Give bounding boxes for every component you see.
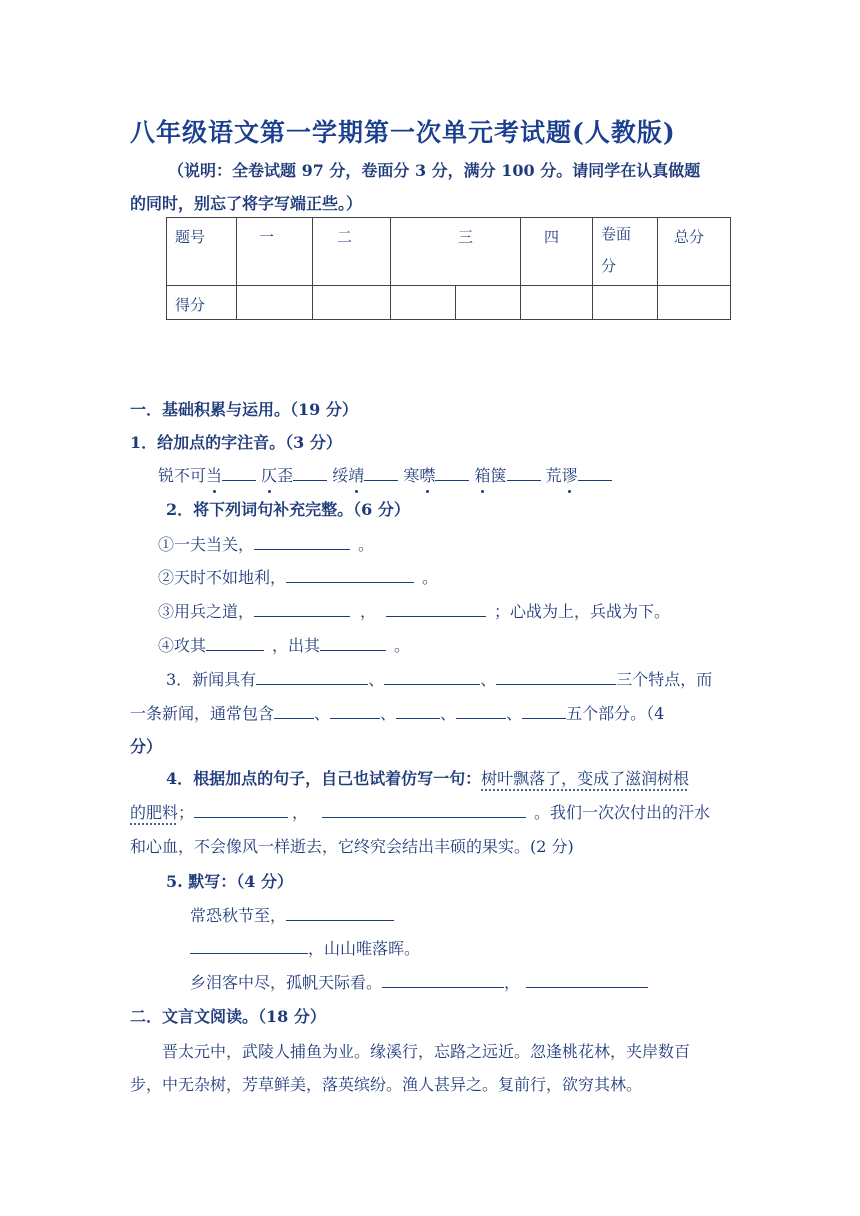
- dotted-char: 噤: [419, 463, 435, 486]
- exam-note-line2: 的同时，别忘了将字写端正些。）: [130, 194, 363, 213]
- answer-blank[interactable]: [286, 906, 394, 921]
- q4-dotted-sentence: 树叶飘落了，变成了滋润树根: [481, 769, 690, 788]
- dotted-char: 当: [206, 463, 222, 486]
- answer-blank[interactable]: [320, 636, 386, 651]
- q3-text: 、: [440, 704, 457, 723]
- table-header-cell: 总分: [658, 218, 731, 286]
- answer-blank[interactable]: [330, 704, 380, 719]
- q4-line3: 和心血，不会像风一样逝去，它终究会结出丰硕的果实。(2 分): [130, 837, 574, 856]
- score-table: [166, 217, 731, 320]
- q2-line2: [158, 565, 438, 588]
- q3-text: 3．新闻具有: [166, 670, 257, 689]
- score-cell[interactable]: [521, 286, 593, 320]
- answer-blank[interactable]: [254, 602, 350, 617]
- answer-blank[interactable]: [222, 466, 256, 481]
- score-cell[interactable]: [593, 286, 658, 320]
- q5-text: 乡泪客中尽，孤帆天际看。: [190, 973, 383, 992]
- table-header-cell: 二: [313, 218, 391, 286]
- dotted-char: 仄: [261, 463, 277, 486]
- section2-heading: 二．文言文阅读。（18 分）: [130, 1007, 326, 1026]
- table-header-cell: 题号: [167, 218, 237, 286]
- table-header-cell: 三: [391, 218, 521, 286]
- score-cell[interactable]: [456, 286, 521, 320]
- q2-text: ②天时不如地利，: [158, 568, 287, 587]
- q3-text: 五个部分。（4: [566, 704, 665, 723]
- answer-blank[interactable]: [522, 704, 566, 719]
- q3-line3: 分）: [130, 737, 163, 756]
- q1-text: 绥: [332, 466, 349, 485]
- q3-text: 、: [380, 704, 397, 723]
- q2-text: ，: [360, 602, 377, 621]
- q2-text: 。: [394, 636, 411, 655]
- q2-line1: [158, 532, 374, 555]
- q5-line1: [190, 903, 394, 926]
- q5-line3: [190, 970, 648, 993]
- score-cell[interactable]: [313, 286, 391, 320]
- q3-line1: [166, 667, 712, 690]
- score-cell[interactable]: [391, 286, 456, 320]
- answer-blank[interactable]: [194, 803, 288, 818]
- answer-blank[interactable]: [206, 636, 264, 651]
- passage-line1: 晋太元中，武陵人捕鱼为业。缘溪行，忘路之远近。忽逢桃花林，夹岸数百: [162, 1042, 691, 1061]
- q2-text: 。: [422, 568, 439, 587]
- answer-blank[interactable]: [526, 973, 648, 988]
- q4-text: ，: [292, 803, 309, 822]
- q2-text: 。: [358, 535, 375, 554]
- answer-blank[interactable]: [322, 803, 526, 818]
- q5-line2: [190, 936, 420, 959]
- answer-blank[interactable]: [496, 670, 616, 685]
- dotted-char: 靖: [348, 463, 364, 486]
- q2-line4: [158, 633, 410, 656]
- q3-text: 、: [314, 704, 331, 723]
- passage-line2: 步，中无杂树，芳草鲜美，落英缤纷。渔人甚异之。复前行，欲穷其林。: [130, 1075, 643, 1094]
- answer-blank[interactable]: [382, 973, 504, 988]
- q3-text: 、: [506, 704, 523, 723]
- q4-line1: [166, 766, 689, 789]
- answer-blank[interactable]: [578, 466, 612, 481]
- q3-text: 一条新闻，通常包含: [130, 704, 275, 723]
- q2-text: ③用兵之道，: [158, 602, 255, 621]
- exam-note-line1: （说明：全卷试题 97 分，卷面分 3 分，满分 100 分。请同学在认真做题: [168, 161, 701, 180]
- q5-title: 5. 默写：（4 分）: [166, 872, 293, 891]
- q1-text: 荒: [545, 466, 562, 485]
- answer-blank[interactable]: [274, 704, 314, 719]
- q3-text: 、: [480, 670, 497, 689]
- table-header-cell-juanmian: [593, 218, 658, 286]
- answer-blank[interactable]: [190, 939, 308, 954]
- q3-text: 、: [368, 670, 385, 689]
- answer-blank[interactable]: [256, 670, 368, 685]
- answer-blank[interactable]: [254, 535, 350, 550]
- answer-blank[interactable]: [286, 568, 414, 583]
- score-cell[interactable]: [237, 286, 313, 320]
- table-header-text: 分: [601, 257, 617, 275]
- answer-blank[interactable]: [507, 466, 541, 481]
- answer-blank[interactable]: [386, 602, 486, 617]
- answer-blank[interactable]: [456, 704, 506, 719]
- q2-text: ④攻其: [158, 636, 207, 655]
- q2-line3: [158, 599, 670, 622]
- q1-title: 1．给加点的字注音。（3 分）: [130, 433, 342, 452]
- q2-text: ，出其: [272, 636, 321, 655]
- table-header-cell: 四: [521, 218, 593, 286]
- answer-blank[interactable]: [384, 670, 480, 685]
- answer-blank[interactable]: [364, 466, 398, 481]
- q5-text: ，山山唯落晖。: [308, 939, 421, 958]
- dotted-char: 谬: [562, 463, 578, 486]
- table-row-label: 得分: [167, 286, 237, 320]
- section1-heading: 一．基础积累与运用。（19 分）: [130, 400, 358, 419]
- q4-text: 。我们一次次付出的汗水: [534, 803, 711, 822]
- score-cell[interactable]: [658, 286, 731, 320]
- q2-title: 2．将下列词句补充完整。（6 分）: [166, 500, 410, 519]
- table-header-cell: 一: [237, 218, 313, 286]
- page-title: 八年级语文第一学期第一次单元考试题(人教版): [130, 118, 676, 147]
- q3-text: 三个特点，而: [616, 670, 713, 689]
- q1-text: 锐不可: [158, 466, 207, 485]
- answer-blank[interactable]: [293, 466, 327, 481]
- answer-blank[interactable]: [396, 704, 440, 719]
- q4-title: 4．根据加点的句子，自己也试着仿写一句：: [166, 769, 482, 788]
- q4-dotted-sentence: 的肥料: [130, 803, 179, 822]
- q4-text: ；: [178, 803, 195, 822]
- q4-line2: [130, 800, 710, 823]
- dotted-char: 箱: [475, 463, 491, 486]
- q1-text: 歪: [277, 466, 294, 485]
- q1-text: 箧: [490, 466, 507, 485]
- answer-blank[interactable]: [435, 466, 469, 481]
- table-header-text: 卷面: [601, 225, 632, 243]
- q3-line2: [130, 701, 664, 724]
- q1-items: [158, 463, 612, 486]
- q5-text: 常恐秋节至，: [190, 906, 287, 925]
- q2-text: ；心战为上，兵战为下。: [494, 602, 671, 621]
- q2-text: ①一夫当关，: [158, 535, 255, 554]
- q5-text: ，: [504, 973, 521, 992]
- q1-text: 寒: [403, 466, 420, 485]
